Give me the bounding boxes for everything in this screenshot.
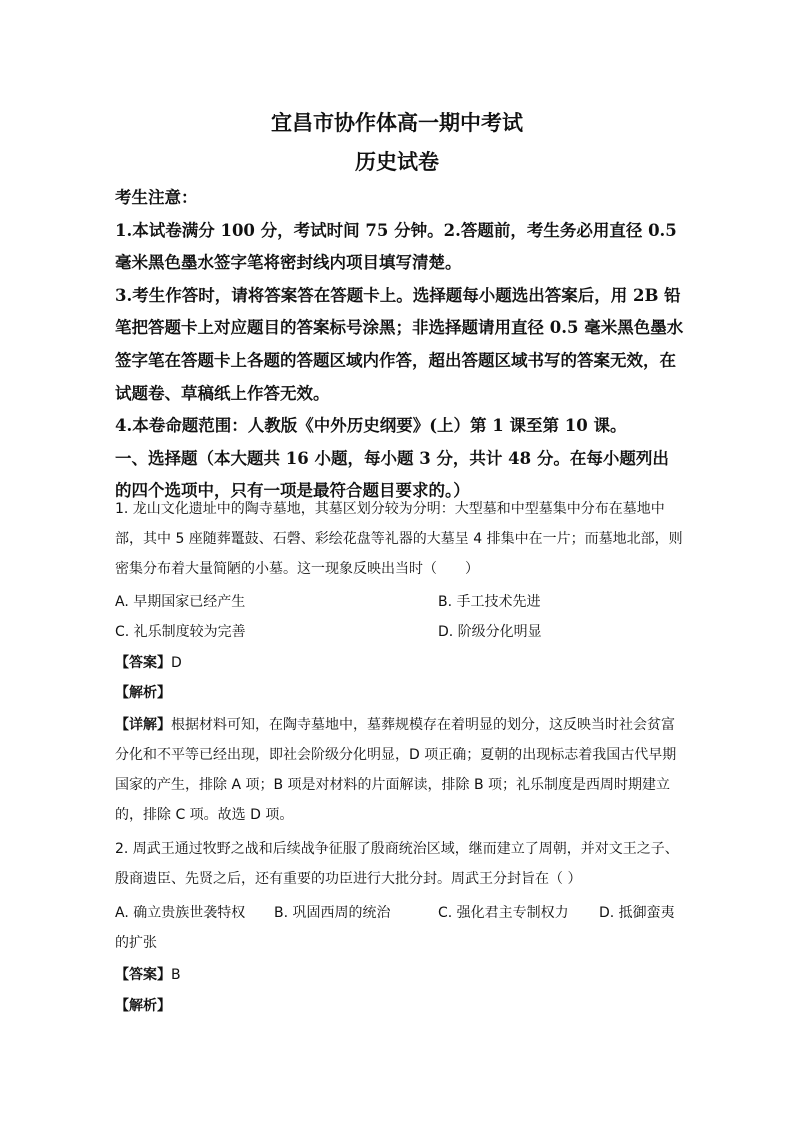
question-2-options-wrap: [115, 928, 685, 958]
question-2-analysis: [115, 991, 171, 1021]
analysis-label: 【解析】: [115, 998, 171, 1014]
question-1-option-d[interactable]: D. 阶级分化明显: [438, 624, 542, 640]
question-1-analysis: [115, 678, 171, 708]
question-1-options-row1: [115, 587, 685, 617]
section-heading: 一、选择题（本大题共 16 小题，每小题 3 分，共计 48 分。在每小题列出的四个选项中，只有一项是最符合题目要求的。）: [115, 448, 669, 501]
question-2-option-a[interactable]: A. 确立贵族世袭特权: [115, 905, 246, 921]
exam-subtitle: 历史试卷: [355, 149, 439, 174]
answer-value: B: [171, 967, 181, 983]
question-1-stem: 1. 龙山文化遗址中的陶寺墓地，其墓区划分较为分明：大型墓和中型墓集中分布在墓地中部，其中 5 座随葬鼍鼓、石磬、彩绘花盘等礼器的大墓呈 4 排集中在一片；而墓地北部，则密集分布着大量简陋的小墓。这一现象反映出当时（ ）: [115, 501, 683, 577]
question-2-options: [115, 898, 685, 928]
notice-item-3: 4.本卷命题范围：人教版《中外历史纲要》(上）第 1 课至第 10 课。: [115, 416, 627, 436]
question-2-option-c[interactable]: C. 强化君主专制权力: [438, 905, 569, 921]
analysis-label: 【解析】: [115, 685, 171, 701]
question-2-stem: 2. 周武王通过牧野之战和后续战争征服了殷商统治区域，继而建立了周朝，并对文王之子、殷商遗臣、先贤之后，还有重要的功臣进行大批分封。周武王分封旨在（ ）: [115, 841, 679, 887]
question-2-answer: [115, 960, 181, 990]
question-1-option-a[interactable]: A. 早期国家已经产生: [115, 594, 246, 610]
detail-label: 【详解】: [115, 717, 171, 733]
question-1-options-row2: [115, 617, 685, 647]
question-2-option-b[interactable]: B. 巩固西周的统治: [274, 905, 391, 921]
question-1-option-b[interactable]: B. 手工技术先进: [438, 594, 541, 610]
question-2-option-d-start[interactable]: D. 抵御蛮夷: [599, 905, 675, 921]
answer-value: D: [171, 655, 182, 671]
notice-item-2: 3.考生作答时，请将答案答在答题卡上。选择题每小题选出答案后，用 2B 铅笔把答题卡上对应题目的答案标号涂黑；非选择题请用直径 0.5 毫米黑色墨水签字笔在答题卡上各题的答题区域内作答，超出答题区域书写的答案无效，在试题卷、草稿纸上作答无效。: [115, 285, 684, 403]
answer-label: 【答案】: [115, 655, 171, 671]
question-1-answer: [115, 648, 182, 678]
question-2-option-d-end[interactable]: 的扩张: [115, 935, 157, 951]
question-1-detail: [115, 710, 685, 830]
notice-block: [115, 182, 685, 508]
answer-label: 【答案】: [115, 967, 171, 983]
notice-item-1: 1.本试卷满分 100 分，考试时间 75 分钟。2.答题前，考生务必用直径 0.5 毫米黑色墨水签字笔将密封线内项目填写清楚。: [115, 220, 677, 273]
detail-text: 根据材料可知，在陶寺墓地中，墓葬规模存在着明显的划分，这反映当时社会贫富分化和不平等已经出现，即社会阶级分化明显，D 项正确；夏朝的出现标志着我国古代早期国家的产生，排除 A 项；B 项是对材料的片面解读，排除 B 项；礼乐制度是西周时期建立的，排除 C 项。故选 D 项。: [115, 717, 677, 823]
question-1-option-c[interactable]: C. 礼乐制度较为完善: [115, 624, 246, 640]
exam-title: 宜昌市协作体高一期中考试: [271, 110, 523, 135]
notice-heading: 考生注意：: [115, 188, 198, 207]
